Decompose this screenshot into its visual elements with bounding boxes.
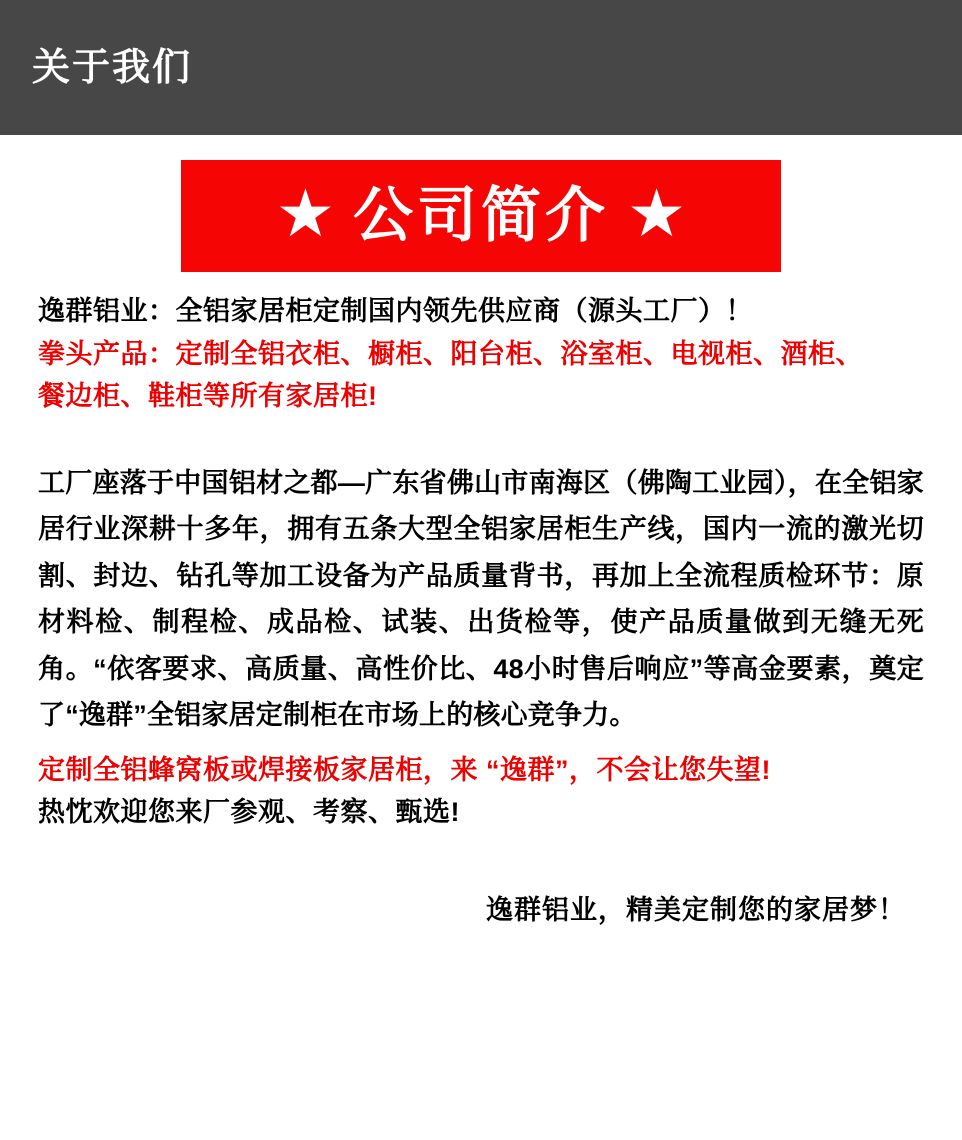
banner-title: 公司简介 <box>353 182 609 249</box>
star-icon: ★ <box>627 176 687 250</box>
intro-line-products-1: 拳头产品：定制全铝衣柜、橱柜、阳台柜、浴室柜、电视柜、酒柜、 <box>38 338 863 369</box>
factory-description-paragraph: 工厂座落于中国铝材之都—广东省佛山市南海区（佛陶工业园），在全铝家居行业深耕十多年，拥有五条大型全铝家居柜生产线，国内一流的激光切割、封边、钻孔等加工设备为产品质量背书，再加上全流程质检环节：原材料检、制程检、成品检、试装、出货检等，使产品质量做到无缝无死角。“依客要求、高质量、高性价比、48小时售后响应”等高金要素，奠定了“逸群”全铝家居定制柜在市场上的核心竞争力。 <box>38 467 924 731</box>
signature-text: 逸群铝业，精美定制您的家居梦！ <box>486 894 906 925</box>
closing-line-red: 定制全铝蜂窝板或焊接板家居柜，来 “逸群”，不会让您失望! <box>38 754 771 785</box>
company-profile-banner <box>181 160 781 272</box>
intro-line-products-2: 餐边柜、鞋柜等所有家居柜! <box>38 381 378 412</box>
intro-line-supplier: 逸群铝业：全铝家居柜定制国内领先供应商（源头工厂）！ <box>38 296 753 326</box>
banner-section <box>0 135 962 272</box>
page-header <box>0 0 962 135</box>
content-spacer <box>38 739 924 749</box>
article-content <box>0 272 962 987</box>
star-icon: ★ <box>275 176 335 250</box>
bottom-spacer <box>38 927 924 987</box>
content-spacer <box>38 418 924 460</box>
closing-line-black: 热忱欢迎您来厂参观、考察、甄选! <box>38 797 460 828</box>
page-title: 关于我们 <box>32 46 193 89</box>
